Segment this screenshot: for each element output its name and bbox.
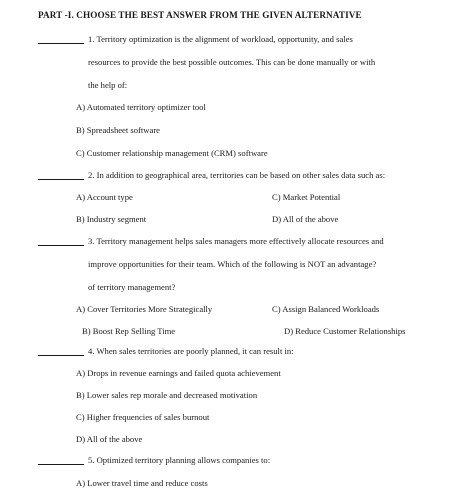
question-4-stem-line-1: 4. When sales territories are poorly planned, it can result in:	[88, 346, 294, 356]
question-1-stem-line-3: the help of:	[88, 80, 128, 90]
answer-blank-q2[interactable]	[38, 179, 84, 180]
answer-blank-q4[interactable]	[38, 355, 84, 356]
question-5-option-a: A) Lower travel time and reduce costs	[76, 478, 208, 488]
question-2-stem-line-1: 2. In addition to geographical area, territories can be based on other sales data such as:	[88, 170, 386, 180]
question-3-option-b: B) Boost Rep Selling Time	[82, 326, 176, 336]
part-title: PART -I. CHOOSE THE BEST ANSWER FROM THE GIVEN ALTERNATIVE	[38, 10, 362, 20]
question-2-option-b: B) Industry segment	[76, 214, 147, 224]
question-4-option-b: B) Lower sales rep morale and decreased motivation	[76, 390, 258, 400]
question-3-option-d: D) Reduce Customer Relationships	[284, 326, 406, 336]
question-5-stem-line-1: 5. Optimized territory planning allows companies to:	[88, 455, 271, 465]
question-4-option-c: C) Higher frequencies of sales burnout	[76, 412, 210, 422]
question-1-stem-line-1: 1. Territory optimization is the alignment of workload, opportunity, and sales	[88, 34, 353, 44]
question-3-option-c: C) Assign Balanced Workloads	[272, 304, 380, 314]
answer-blank-q1[interactable]	[38, 43, 84, 44]
question-3-option-a: A) Cover Territories More Strategically	[76, 304, 213, 314]
answer-blank-q5[interactable]	[38, 464, 84, 465]
answer-blank-q3[interactable]	[38, 245, 84, 246]
question-1-option-c: C) Customer relationship management (CRM) software	[76, 148, 268, 158]
question-4-option-d: D) All of the above	[76, 434, 143, 444]
question-1-option-b: B) Spreadsheet software	[76, 125, 160, 135]
question-2-option-a: A) Account type	[76, 192, 133, 202]
question-1-stem-line-2: resources to provide the best possible outcomes. This can be done manually or with	[88, 57, 376, 67]
question-3-stem-line-2: improve opportunities for their team. Which of the following is NOT an advantage?	[88, 259, 377, 269]
question-1-option-a: A) Automated territory optimizer tool	[76, 102, 206, 112]
question-3-stem-line-3: of territory management?	[88, 282, 176, 292]
question-4-option-a: A) Drops in revenue earnings and failed quota achievement	[76, 368, 281, 378]
question-2-option-d: D) All of the above	[272, 214, 339, 224]
question-2-option-c: C) Market Potential	[272, 192, 341, 202]
question-3-stem-line-1: 3. Territory management helps sales managers more effectively allocate resources and	[88, 236, 384, 246]
